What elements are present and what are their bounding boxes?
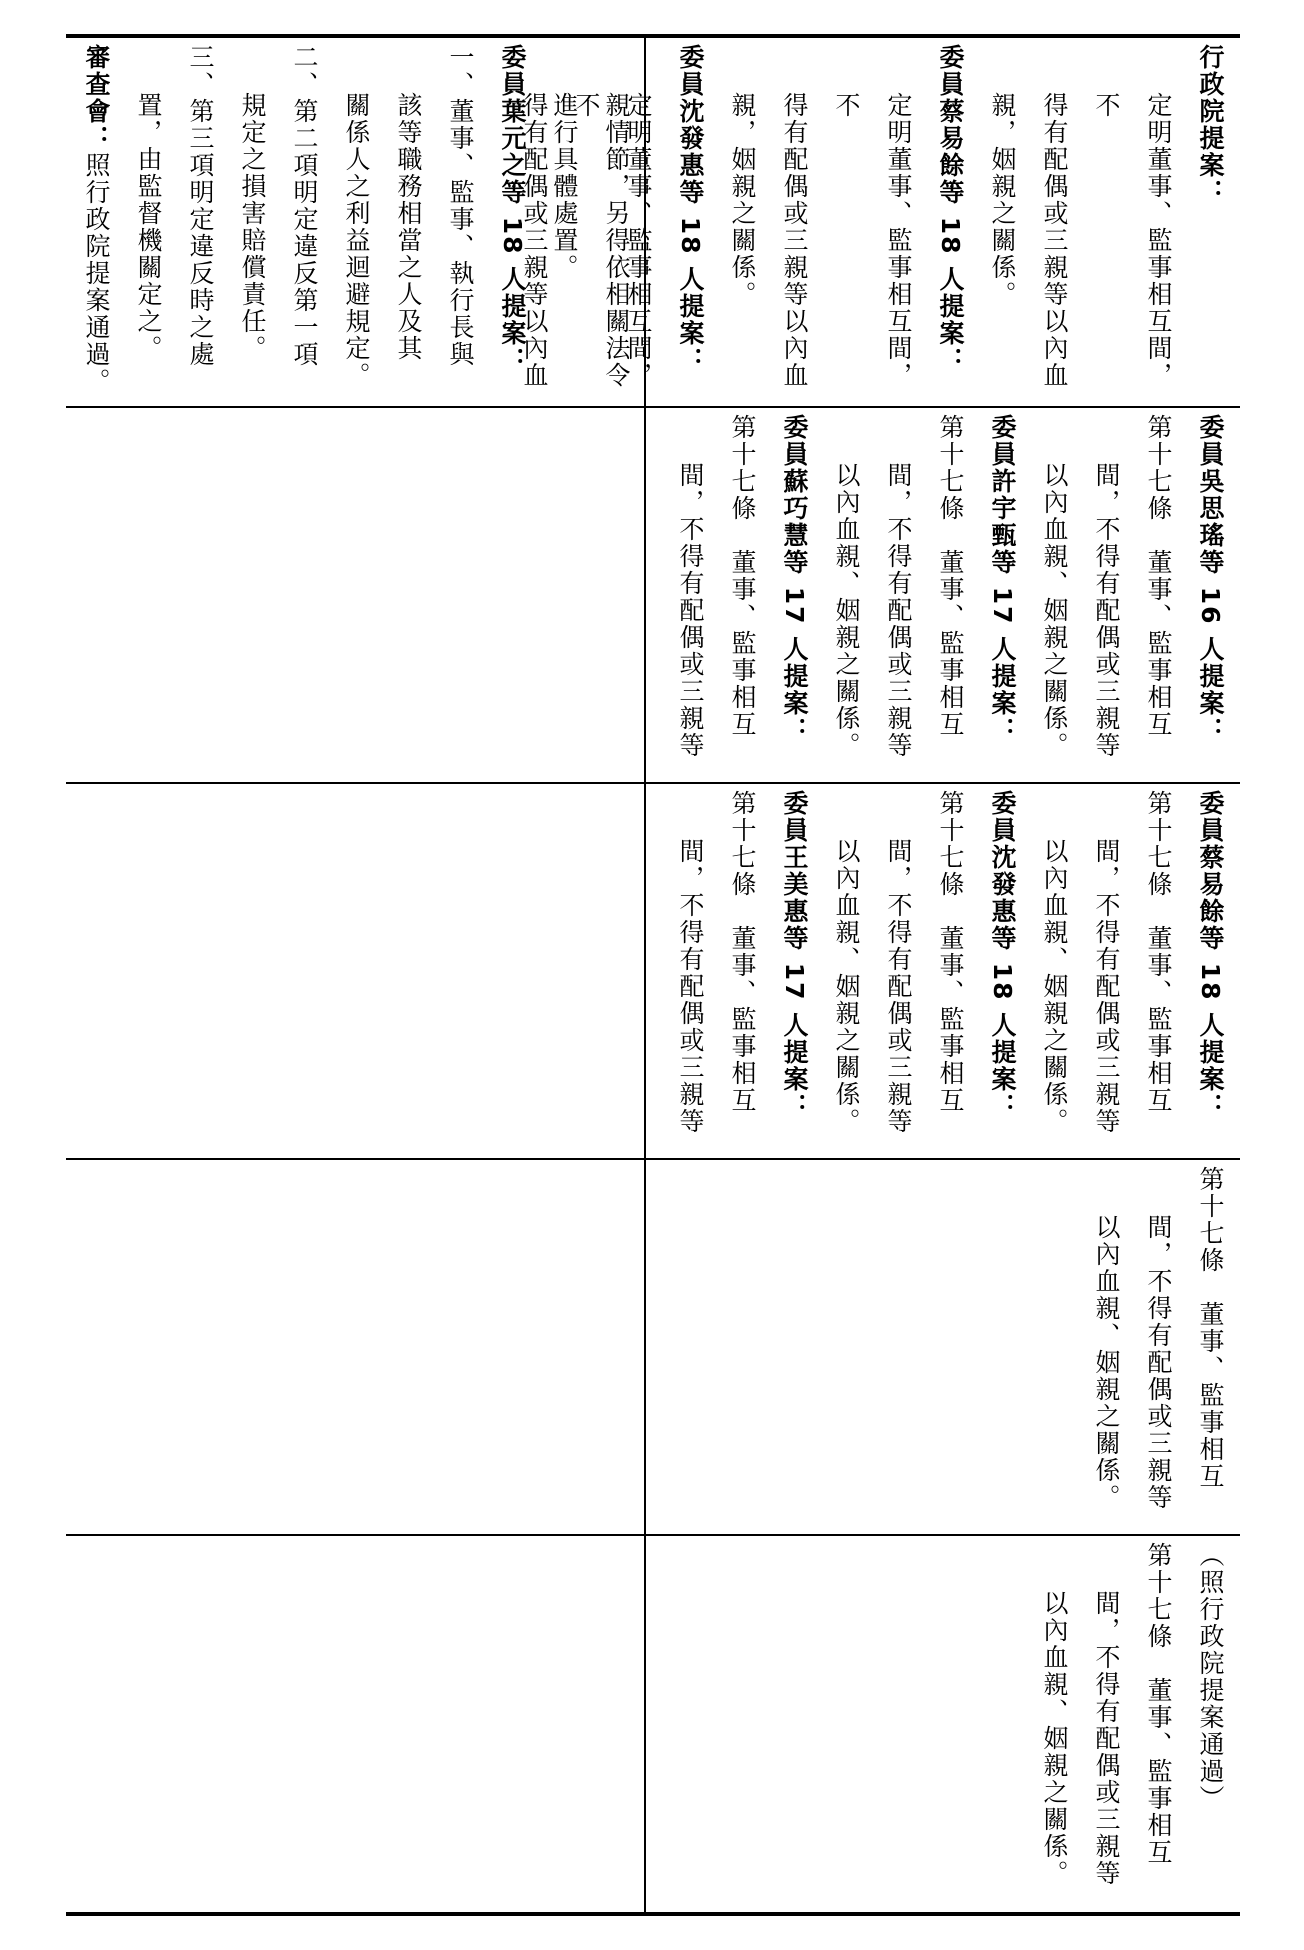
row-divider-3 — [66, 1158, 1240, 1160]
text-line — [976, 790, 1028, 1156]
text-line: 間，不得有配偶或三親等 — [676, 838, 705, 1135]
text-line — [924, 44, 976, 404]
text-line: 以內血親、姻親之關係。 — [1040, 462, 1069, 759]
text-line: 一、董事、監事、執行長與 — [446, 44, 475, 368]
row-divider-2 — [66, 782, 1240, 784]
line-label: 審查會： — [82, 44, 111, 152]
text-line: 三、第三項明定違反時之處 — [186, 44, 215, 368]
text-line: 該等職務相當之人及其 — [394, 92, 423, 362]
text-line: 第十七條 董事、監事相互 — [936, 414, 965, 738]
text-line — [70, 44, 122, 404]
text-line: 親，姻親之關係。 — [988, 92, 1017, 308]
row-5-explanation-cell — [70, 1542, 642, 1910]
text-line: 間，不得有配偶或三親等 — [884, 462, 913, 759]
row-2-proposals-cell — [650, 414, 1236, 780]
text-line: 第十七條 董事、監事相互 — [1144, 414, 1173, 738]
text-line — [768, 414, 820, 780]
text-line: 以內血親、姻親之關係。 — [1092, 1214, 1121, 1511]
text-line — [976, 414, 1028, 780]
text-line: 關係人之利益迴避規定。 — [342, 92, 371, 389]
text-line: 定明董事、監事相互間，不 — [1092, 92, 1173, 389]
row-4-explanation-cell — [70, 1166, 642, 1532]
row-divider-4 — [66, 1534, 1240, 1536]
proposal-heading: 委員吳思瑤等 16 人提案： — [1196, 414, 1225, 745]
text-line: 第十七條 董事、監事相互 — [728, 414, 757, 738]
proposal-heading: 委員葉元之等 18 人提案： — [498, 44, 527, 375]
text-line: 進行具體處置。 — [550, 92, 579, 281]
text-line: 間，不得有配偶或三親等 — [676, 462, 705, 759]
proposal-heading: 行政院提案： — [1196, 44, 1225, 206]
text-line: 以內血親、姻親之關係。 — [1040, 1590, 1069, 1887]
proposal-heading: 委員許宇甄等 17 人提案： — [988, 414, 1017, 745]
text-line — [1184, 790, 1236, 1156]
row-1-explanation-cell — [70, 44, 642, 404]
row-2-explanation-cell — [70, 414, 642, 780]
text-line: 間，不得有配偶或三親等 — [1092, 1590, 1121, 1887]
text-line: 以內血親、姻親之關係。 — [832, 462, 861, 759]
proposal-heading: 委員沈發惠等 18 人提案： — [988, 790, 1017, 1121]
text-line: （照行政院提案通過） — [1196, 1542, 1225, 1812]
text-line: 第十七條 董事、監事相互 — [1196, 1166, 1225, 1490]
text-line: 間，不得有配偶或三親等 — [1144, 1214, 1173, 1511]
text-line — [664, 44, 716, 404]
text-line — [1184, 414, 1236, 780]
text-line: 得有配偶或三親等以內血 — [520, 92, 549, 389]
text-line — [1184, 44, 1236, 404]
proposal-heading: 委員蘇巧慧等 17 人提案： — [780, 414, 809, 745]
row-4-proposals-cell — [650, 1166, 1236, 1532]
text-line: 定明董事、監事相互間，不 — [832, 92, 913, 389]
proposal-heading: 委員王美惠等 17 人提案： — [780, 790, 809, 1121]
text-line: 第十七條 董事、監事相互 — [728, 790, 757, 1114]
text-line: 以內血親、姻親之關係。 — [1040, 838, 1069, 1135]
proposal-heading: 委員蔡易餘等 18 人提案： — [1196, 790, 1225, 1121]
text-line: 間，不得有配偶或三親等 — [884, 838, 913, 1135]
text-line: 第十七條 董事、監事相互 — [1144, 790, 1173, 1114]
line-text: 照行政院提案通過。 — [82, 152, 111, 395]
table-top-rule — [66, 34, 1240, 38]
proposal-heading: 委員沈發惠等 18 人提案： — [676, 44, 705, 375]
proposal-heading: 委員蔡易餘等 18 人提案： — [936, 44, 965, 375]
text-line: 間，不得有配偶或三親等 — [1092, 462, 1121, 759]
text-line: 得有配偶或三親等以內血 — [780, 92, 809, 389]
table-bottom-rule — [66, 1912, 1240, 1916]
text-line: 二、第二項明定違反第一項 — [290, 44, 319, 368]
row-divider-1 — [66, 406, 1240, 408]
text-line: 以內血親、姻親之關係。 — [832, 838, 861, 1135]
text-line: 置，由監督機關定之。 — [134, 92, 163, 362]
text-line: 親情節，另得依相關法令 — [602, 92, 631, 389]
text-line: 親，姻親之關係。 — [728, 92, 757, 308]
row-3-proposals-cell — [650, 790, 1236, 1156]
row-5-proposals-cell — [650, 1542, 1236, 1910]
text-line — [768, 790, 820, 1156]
row-3-explanation-cell — [70, 790, 642, 1156]
text-line: 規定之損害賠償責任。 — [238, 92, 267, 362]
text-line: 第十七條 董事、監事相互 — [936, 790, 965, 1114]
text-line: 間，不得有配偶或三親等 — [1092, 838, 1121, 1135]
text-line: 得有配偶或三親等以內血 — [1040, 92, 1069, 389]
text-line: 第十七條 董事、監事相互 — [1144, 1542, 1173, 1866]
text-line — [486, 44, 538, 404]
text-line: 定明董事、監事相互間，不 — [572, 92, 653, 389]
